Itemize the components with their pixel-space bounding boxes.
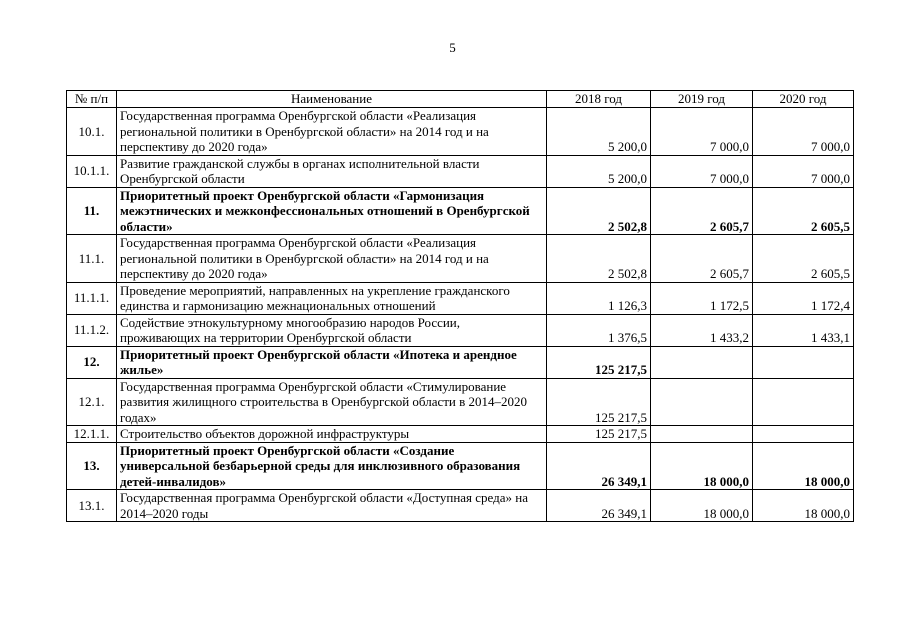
row-value-2018: 5 200,0 [547, 155, 651, 187]
row-value-2019: 1 172,5 [651, 282, 753, 314]
row-value-2018: 26 349,1 [547, 490, 651, 522]
row-number: 12.1.1. [67, 426, 117, 443]
row-value-2020 [753, 346, 854, 378]
row-number: 11.1.1. [67, 282, 117, 314]
row-value-2020: 7 000,0 [753, 108, 854, 156]
row-name: Государственная программа Оренбургской области «Реализация региональной политики в Оренбургской области» на 2014 год и на перспективу до 2020 года» [117, 235, 547, 283]
row-name: Государственная программа Оренбургской области «Доступная среда» на 2014–2020 годы [117, 490, 547, 522]
row-number: 11.1.2. [67, 314, 117, 346]
row-number: 13. [67, 442, 117, 490]
row-value-2019: 18 000,0 [651, 442, 753, 490]
table-row [67, 378, 854, 426]
row-value-2018: 1 126,3 [547, 282, 651, 314]
table-row [67, 155, 854, 187]
row-value-2020: 2 605,5 [753, 235, 854, 283]
table-row [67, 346, 854, 378]
table-row [67, 235, 854, 283]
row-name: Строительство объектов дорожной инфраструктуры [117, 426, 547, 443]
table-body [67, 108, 854, 522]
row-number: 11. [67, 187, 117, 235]
table-row [67, 108, 854, 156]
row-value-2019 [651, 378, 753, 426]
table-row [67, 490, 854, 522]
header-2019: 2019 год [651, 91, 753, 108]
table-row [67, 442, 854, 490]
row-value-2018: 26 349,1 [547, 442, 651, 490]
row-value-2019 [651, 346, 753, 378]
row-value-2019: 2 605,7 [651, 187, 753, 235]
row-value-2018: 1 376,5 [547, 314, 651, 346]
row-value-2019 [651, 426, 753, 443]
row-number: 12.1. [67, 378, 117, 426]
row-value-2018: 5 200,0 [547, 108, 651, 156]
row-value-2019: 2 605,7 [651, 235, 753, 283]
row-name: Государственная программа Оренбургской области «Стимулирование развития жилищного строительства в Оренбургской области в 2014–2020 годах» [117, 378, 547, 426]
table-row [67, 187, 854, 235]
row-name: Содействие этнокультурному многообразию народов России, проживающих на территории Оренбургской области [117, 314, 547, 346]
row-value-2019: 1 433,2 [651, 314, 753, 346]
header-name: Наименование [117, 91, 547, 108]
row-value-2019: 7 000,0 [651, 155, 753, 187]
row-number: 10.1.1. [67, 155, 117, 187]
row-value-2020: 18 000,0 [753, 490, 854, 522]
row-value-2020: 1 433,1 [753, 314, 854, 346]
row-number: 10.1. [67, 108, 117, 156]
row-number: 11.1. [67, 235, 117, 283]
row-name: Приоритетный проект Оренбургской области «Ипотека и арендное жилье» [117, 346, 547, 378]
row-value-2018: 125 217,5 [547, 378, 651, 426]
row-number: 12. [67, 346, 117, 378]
row-value-2018: 125 217,5 [547, 346, 651, 378]
table-row [67, 426, 854, 443]
row-name: Проведение мероприятий, направленных на укрепление гражданского единства и гармонизацию межнациональных отношений [117, 282, 547, 314]
header-2020: 2020 год [753, 91, 854, 108]
table-header-row [67, 91, 854, 108]
row-name: Приоритетный проект Оренбургской области «Создание универсальной безбарьерной среды для инклюзивного образования детей-инвалидов» [117, 442, 547, 490]
row-value-2019: 18 000,0 [651, 490, 753, 522]
table-row [67, 314, 854, 346]
row-value-2018: 2 502,8 [547, 235, 651, 283]
row-value-2020 [753, 378, 854, 426]
row-name: Государственная программа Оренбургской области «Реализация региональной политики в Оренбургской области» на 2014 год и на перспективу до 2020 года» [117, 108, 547, 156]
header-number: № п/п [67, 91, 117, 108]
table-row [67, 282, 854, 314]
row-value-2020: 1 172,4 [753, 282, 854, 314]
header-2018: 2018 год [547, 91, 651, 108]
row-value-2019: 7 000,0 [651, 108, 753, 156]
row-name: Приоритетный проект Оренбургской области «Гармонизация межэтнических и межконфессиональных отношений в Оренбургской области» [117, 187, 547, 235]
budget-table [66, 90, 854, 522]
page-number: 5 [449, 40, 456, 55]
row-value-2020: 18 000,0 [753, 442, 854, 490]
row-name: Развитие гражданской службы в органах исполнительной власти Оренбургской области [117, 155, 547, 187]
row-value-2018: 125 217,5 [547, 426, 651, 443]
row-value-2020: 7 000,0 [753, 155, 854, 187]
row-value-2020: 2 605,5 [753, 187, 854, 235]
row-value-2020 [753, 426, 854, 443]
row-number: 13.1. [67, 490, 117, 522]
row-value-2018: 2 502,8 [547, 187, 651, 235]
